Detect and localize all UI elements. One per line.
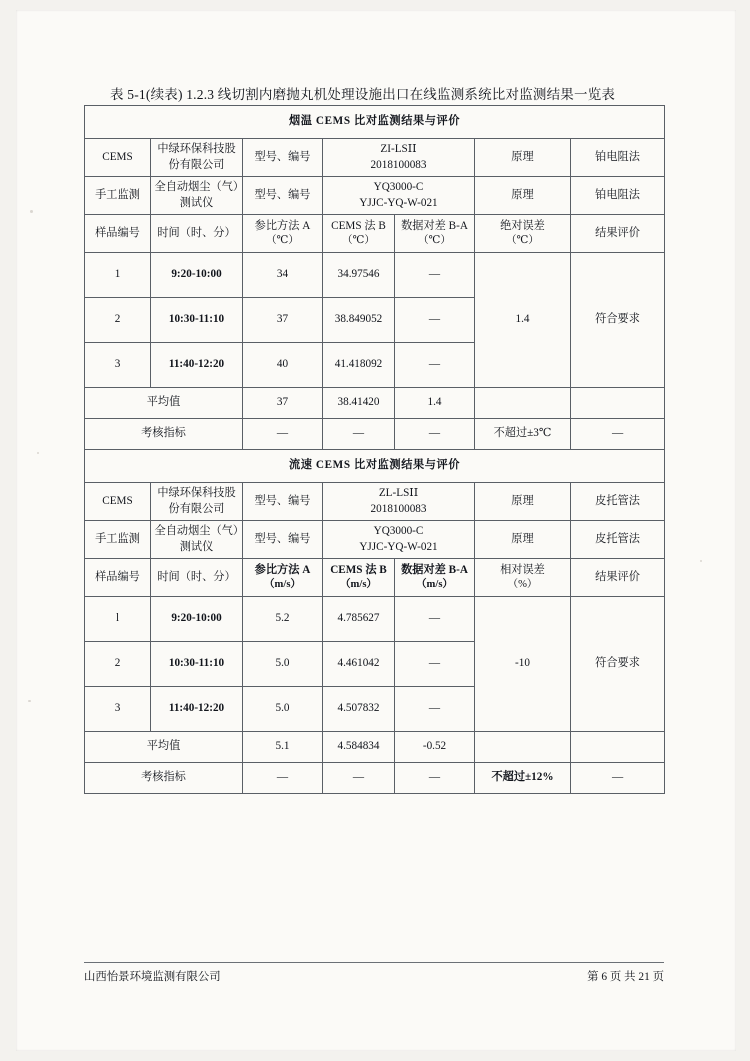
section2-criteria-label: 考核指标 — [85, 763, 243, 794]
section1-col-diff-label: 数据对差 B-A — [401, 219, 468, 232]
section1-cems-label: CEMS — [85, 139, 151, 177]
section2-cems-company: 中绿环保科技股份有限公司 — [151, 483, 243, 521]
section1-col-method-a — [243, 215, 323, 253]
footer-company: 山西怡景环境监测有限公司 — [84, 971, 221, 983]
section1-row2-a: 37 — [243, 298, 323, 343]
section2-col-error-unit: （%） — [507, 578, 538, 590]
table-row — [85, 597, 665, 642]
section1-heading-row — [85, 106, 665, 139]
section2-cems-model: ZL-LSⅠⅠ — [378, 487, 419, 500]
section1-col-error-unit: （℃） — [505, 234, 540, 246]
section1-criteria-error: 不超过±3℃ — [475, 419, 571, 450]
section2-col-sample-no: 样品编号 — [85, 559, 151, 597]
section1-average-label: 平均值 — [85, 388, 243, 419]
section1-average-evaluation — [571, 388, 665, 419]
section1-manual-device: 全自动烟尘（气）测试仪 — [151, 177, 243, 215]
section1-criteria-row — [85, 419, 665, 450]
section1-col-error — [475, 215, 571, 253]
section1-row2-diff: — — [395, 298, 475, 343]
section1-col-method-b — [323, 215, 395, 253]
section2-manual-principle: 皮托管法 — [571, 521, 665, 559]
section1-col-diff — [395, 215, 475, 253]
section1-row3-diff: — — [395, 343, 475, 388]
section1-row3-b: 41.418092 — [323, 343, 395, 388]
section1-average-diff: 1.4 — [395, 388, 475, 419]
section1-cems-row — [85, 139, 665, 177]
section1-col-diff-unit: （℃） — [417, 234, 452, 246]
section1-row2-time: 10:30-11:10 — [151, 298, 243, 343]
section1-cems-serial: 2018100083 — [370, 158, 427, 171]
section2-col-method-a-label: 参比方法 A — [254, 563, 311, 576]
section2-average-row — [85, 732, 665, 763]
section1-criteria-b: — — [323, 419, 395, 450]
section1-cems-principle-label: 原理 — [475, 139, 571, 177]
section2-row1-diff: — — [395, 597, 475, 642]
section1-col-time: 时间（时、分） — [151, 215, 243, 253]
section1-evaluation-value: 符合要求 — [571, 253, 665, 388]
section2-col-method-b-unit: （m/s） — [339, 578, 378, 590]
section1-col-method-b-label: CEMS 法 B — [331, 219, 386, 232]
section2-manual-model-value — [323, 521, 475, 559]
section2-criteria-b: — — [323, 763, 395, 794]
section1-col-method-b-unit: （℃） — [341, 234, 376, 246]
section1-manual-model-label: 型号、编号 — [243, 177, 323, 215]
section1-heading: 烟温 CEMS 比对监测结果与评价 — [85, 106, 665, 139]
section2-manual-row — [85, 521, 665, 559]
section2-col-error-label: 相对误差 — [500, 563, 545, 576]
section2-manual-model-label: 型号、编号 — [243, 521, 323, 559]
section1-row1-no: 1 — [85, 253, 151, 298]
section2-cems-principle-label: 原理 — [475, 483, 571, 521]
section2-col-diff-label: 数据对差 B-A — [401, 563, 468, 576]
section2-average-evaluation — [571, 732, 665, 763]
section1-criteria-evaluation: — — [571, 419, 665, 450]
section2-manual-serial: YJJC-YQ-W-021 — [359, 540, 438, 553]
section1-row3-a: 40 — [243, 343, 323, 388]
section1-col-error-label: 绝对误差 — [500, 219, 545, 232]
section1-cems-model-value — [323, 139, 475, 177]
section1-manual-principle: 铂电阻法 — [571, 177, 665, 215]
section2-criteria-diff: — — [395, 763, 475, 794]
section2-heading-row — [85, 450, 665, 483]
section1-row1-a: 34 — [243, 253, 323, 298]
section2-average-b: 4.584834 — [323, 732, 395, 763]
section2-manual-label: 手工监测 — [85, 521, 151, 559]
section1-col-method-a-unit: （℃） — [265, 234, 300, 246]
section1-row2-b: 38.849052 — [323, 298, 395, 343]
table-row — [85, 253, 665, 298]
section2-col-error — [475, 559, 571, 597]
section2-row1-no: l — [85, 597, 151, 642]
section1-criteria-diff: — — [395, 419, 475, 450]
page-footer — [84, 962, 664, 984]
section2-cems-row — [85, 483, 665, 521]
section1-average-b: 38.41420 — [323, 388, 395, 419]
section2-row2-b: 4.461042 — [323, 642, 395, 687]
section2-average-diff: -0.52 — [395, 732, 475, 763]
section2-manual-principle-label: 原理 — [475, 521, 571, 559]
section2-heading: 流速 CEMS 比对监测结果与评价 — [85, 450, 665, 483]
section1-row1-diff: — — [395, 253, 475, 298]
section1-col-evaluation: 结果评价 — [571, 215, 665, 253]
section2-row2-a: 5.0 — [243, 642, 323, 687]
section1-cems-principle: 铂电阻法 — [571, 139, 665, 177]
section1-row1-time: 9:20-10:00 — [151, 253, 243, 298]
section1-col-method-a-label: 参比方法 A — [254, 219, 311, 232]
section2-col-diff-unit: （m/s） — [415, 578, 454, 590]
section1-average-row — [85, 388, 665, 419]
section2-cems-principle: 皮托管法 — [571, 483, 665, 521]
section1-criteria-a: — — [243, 419, 323, 450]
section1-cems-company: 中绿环保科技股份有限公司 — [151, 139, 243, 177]
section2-row2-no: 2 — [85, 642, 151, 687]
section2-col-method-b — [323, 559, 395, 597]
section1-col-sample-no: 样品编号 — [85, 215, 151, 253]
section1-manual-label: 手工监测 — [85, 177, 151, 215]
section1-row1-b: 34.97546 — [323, 253, 395, 298]
section1-average-error — [475, 388, 571, 419]
section2-cems-label: CEMS — [85, 483, 151, 521]
section2-col-time: 时间（时、分） — [151, 559, 243, 597]
section1-manual-serial: YJJC-YQ-W-021 — [359, 196, 438, 209]
section2-col-method-b-label: CEMS 法 B — [330, 563, 387, 576]
section2-row1-b: 4.785627 — [323, 597, 395, 642]
section1-cems-model: ZI-LSⅠⅠ — [380, 143, 417, 156]
section2-row2-time: 10:30-11:10 — [151, 642, 243, 687]
comparison-results-table — [84, 105, 665, 794]
section1-error-value: 1.4 — [475, 253, 571, 388]
section2-criteria-row — [85, 763, 665, 794]
section2-row1-a: 5.2 — [243, 597, 323, 642]
section2-average-a: 5.1 — [243, 732, 323, 763]
section1-criteria-label: 考核指标 — [85, 419, 243, 450]
section1-row3-time: 11:40-12:20 — [151, 343, 243, 388]
section1-header-row — [85, 215, 665, 253]
section1-cems-model-label: 型号、编号 — [243, 139, 323, 177]
page-title: 表 5-1(续表) 1.2.3 线切割内磨抛丸机处理设施出口在线监测系统比对监测结果一览表 — [110, 87, 616, 102]
section2-row3-a: 5.0 — [243, 687, 323, 732]
section2-row3-diff: — — [395, 687, 475, 732]
section2-cems-model-value — [323, 483, 475, 521]
section2-row3-no: 3 — [85, 687, 151, 732]
section2-manual-device: 全自动烟尘（气）测试仪 — [151, 521, 243, 559]
section2-cems-serial: 2018100083 — [370, 502, 427, 515]
section1-row3-no: 3 — [85, 343, 151, 388]
section2-col-method-a-unit: （m/s） — [263, 578, 302, 590]
section2-error-value: -10 — [475, 597, 571, 732]
section2-row3-time: 11:40-12:20 — [151, 687, 243, 732]
section2-manual-model: YQ3000-C — [373, 525, 424, 538]
section2-col-diff — [395, 559, 475, 597]
section2-col-evaluation: 结果评价 — [571, 559, 665, 597]
section1-manual-model: YQ3000-C — [373, 181, 424, 194]
section1-manual-model-value — [323, 177, 475, 215]
section2-criteria-error: 不超过±12% — [475, 763, 571, 794]
section1-manual-row — [85, 177, 665, 215]
section1-row2-no: 2 — [85, 298, 151, 343]
section2-row2-diff: — — [395, 642, 475, 687]
footer-page-number: 第 6 页 共 21 页 — [587, 971, 664, 983]
section2-cems-model-label: 型号、编号 — [243, 483, 323, 521]
section2-row3-b: 4.507832 — [323, 687, 395, 732]
section2-criteria-a: — — [243, 763, 323, 794]
section2-evaluation-value: 符合要求 — [571, 597, 665, 732]
section2-average-error — [475, 732, 571, 763]
section2-criteria-evaluation: — — [571, 763, 665, 794]
section1-average-a: 37 — [243, 388, 323, 419]
section1-manual-principle-label: 原理 — [475, 177, 571, 215]
section2-col-method-a — [243, 559, 323, 597]
section2-header-row — [85, 559, 665, 597]
section2-row1-time: 9:20-10:00 — [151, 597, 243, 642]
section2-average-label: 平均值 — [85, 732, 243, 763]
